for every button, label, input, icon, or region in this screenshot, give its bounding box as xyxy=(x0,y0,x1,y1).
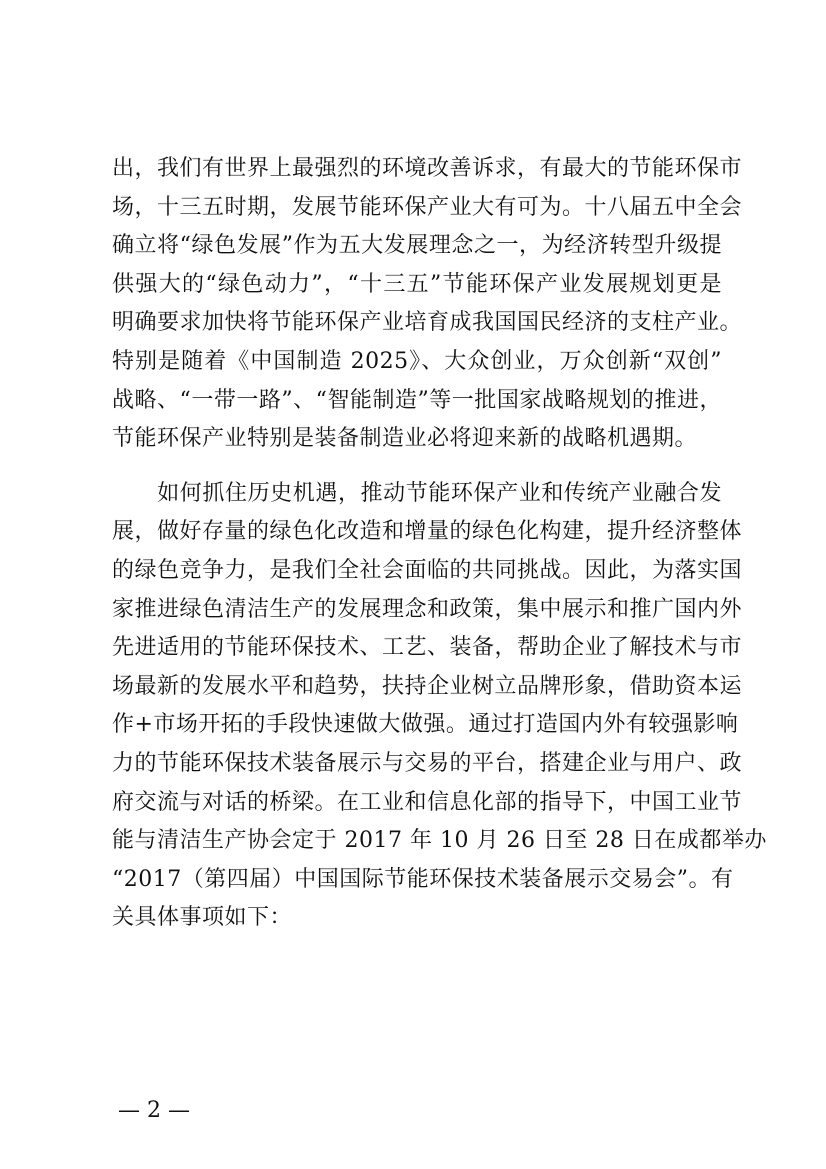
text-line: 家推进绿色清洁生产的发展理念和政策，集中展示和推广国内外 xyxy=(112,596,743,622)
text-line: 府交流与对话的桥梁。在工业和信息化部的指导下，中国工业节 xyxy=(112,789,743,815)
text-line: 场，十三五时期，发展节能环保产业大有可为。十八届五中全会 xyxy=(112,194,743,220)
text-line: 场最新的发展水平和趋势，扶持企业树立品牌形象，借助资本运 xyxy=(112,673,743,699)
paragraph-gap xyxy=(112,459,722,475)
body-text xyxy=(112,150,767,938)
text-line: 出，我们有世界上最强烈的环境改善诉求，有最大的节能环保市 xyxy=(112,156,743,181)
text-line: 作+市场开拓的手段快速做大做强。通过打造国内外有较强影响 xyxy=(112,712,739,738)
text-line: 的绿色竞争力，是我们全社会面临的共同挑战。因此，为落实国 xyxy=(112,557,743,583)
text-line: “2017（第四届）中国国际节能环保技术装备展示交易会”。有 xyxy=(112,866,734,892)
text-line: 先进适用的节能环保技术、工艺、装备，帮助企业了解技术与市 xyxy=(112,635,743,661)
text-line: 节能环保产业特别是装备制造业必将迎来新的战略机遇期。 xyxy=(112,426,698,452)
paragraph-2 xyxy=(112,475,767,938)
text-line: 特别是随着《中国制造 2025》、大众创业，万众创新“双创” xyxy=(112,348,722,374)
text-line: 能与清洁生产协会定于 2017 年 10 月 26 日至 28 日在成都举办 xyxy=(112,828,767,854)
text-line: 如何抓住历史机遇，推动节能环保产业和传统产业融合发 xyxy=(112,480,722,506)
text-line: 明确要求加快将节能环保产业培育成我国国民经济的支柱产业。 xyxy=(112,310,743,336)
page-number: — 2 — xyxy=(118,1098,190,1123)
paragraph-1 xyxy=(112,150,743,459)
text-line: 展，做好存量的绿色化改造和增量的绿色化构建，提升经济整体 xyxy=(112,519,743,545)
text-line: 关具体事项如下： xyxy=(112,905,293,931)
text-line: 战略、“一带一路”、“智能制造”等一批国家战略规划的推进， xyxy=(112,387,722,413)
text-line: 力的节能环保技术装备展示与交易的平台，搭建企业与用户、政 xyxy=(112,750,743,776)
text-line: 确立将“绿色发展”作为五大发展理念之一，为经济转型升级提 xyxy=(112,233,722,259)
text-line: 供强大的“绿色动力”，“十三五”节能环保产业发展规划更是 xyxy=(112,271,722,297)
